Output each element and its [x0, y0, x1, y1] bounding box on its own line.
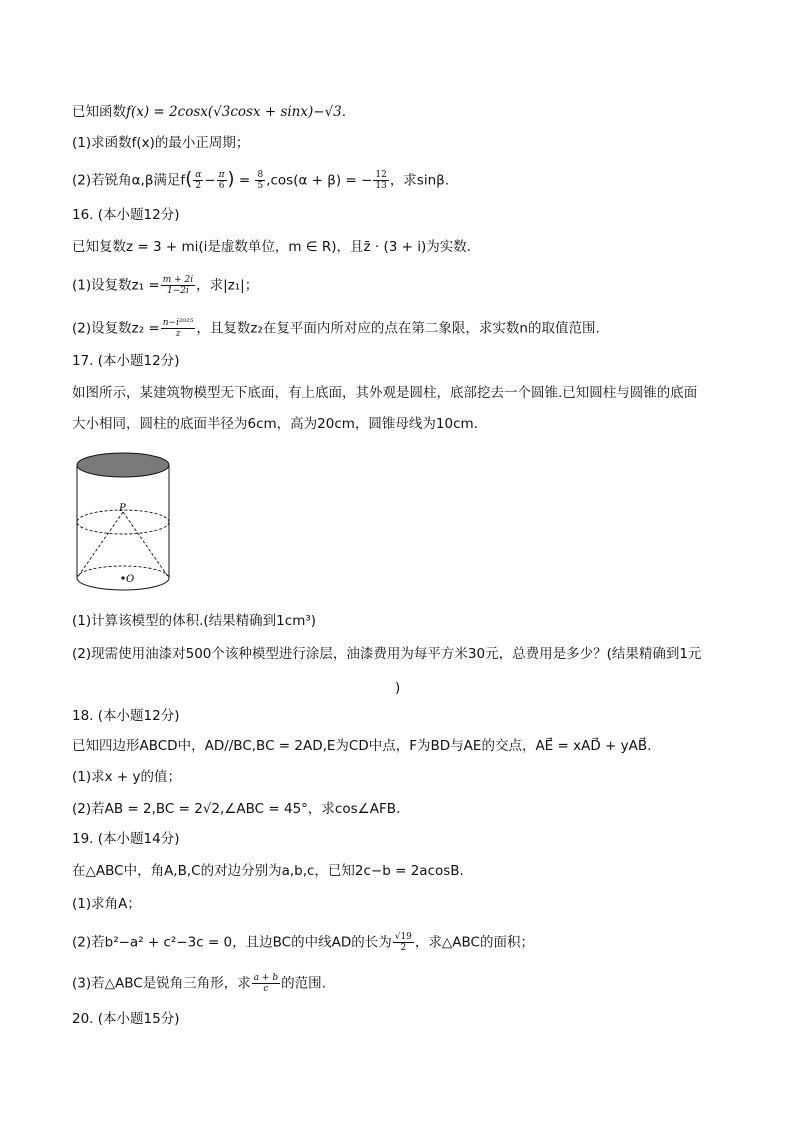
p16-part2	[72, 318, 600, 339]
p15-part2-suffix: ，求sinβ.	[389, 172, 450, 189]
label-o: O	[126, 574, 135, 585]
cone-right-generatrix	[123, 512, 169, 578]
p17-heading: 17. (本小题12分)	[72, 353, 180, 369]
p19-part1: (1)求角A；	[72, 896, 141, 912]
p19-part3-prefix: (3)若△ABC是锐角三角形，求	[72, 975, 251, 992]
p15-intro: 已知函数f(x) = 2cosx(√3cosx + sinx)−√3.	[72, 104, 347, 120]
label-p: P	[119, 503, 126, 514]
bottom-back-arc	[77, 566, 169, 578]
bottom-front-arc	[77, 578, 169, 590]
p15-frac-value: $\frac{8}{5}$	[257, 170, 264, 191]
p16-part2-suffix: ，且复数z₂在复平面内所对应的点在第二象限，求实数n的取值范围.	[196, 320, 600, 337]
p16-frac-z2: $\frac{\text{n−i²⁰²⁵}}{z}$	[162, 318, 194, 339]
p16-part2-prefix: (2)设复数z₂ =	[72, 320, 160, 337]
p19-part3-suffix: 的范围.	[281, 975, 326, 992]
p15-intro-prefix: 已知函数	[72, 104, 126, 120]
p15-frac-pi: $\frac{\pi}{6}$	[218, 170, 225, 191]
p19-heading: 19. (本小题14分)	[72, 831, 180, 847]
point-o	[121, 576, 124, 579]
p15-part2-cos: ,cos(α + β) = −	[266, 172, 373, 189]
p18-part1: (1)求x + y的值；	[72, 769, 181, 785]
p16-part1-suffix: ，求|z₁|；	[196, 277, 259, 294]
p19-frac-ad: $\frac{√19}{2}$	[394, 932, 412, 953]
p18-intro: 已知四边形ABCD中，AD//BC,BC = 2AD,E为CD中点，F为BD与AE的交点，AE⃗ = xAD⃗ + yAB⃗.	[72, 738, 652, 754]
p17-part2-cont: )	[395, 680, 401, 696]
p15-part1: (1)求函数f(x)的最小正周期；	[72, 135, 250, 151]
p19-part2-suffix: ，求△ABC的面积；	[414, 934, 534, 951]
p15-frac-cos: $\frac{12}{13}$	[375, 170, 387, 191]
cone-left-generatrix	[77, 512, 123, 578]
p18-heading: 18. (本小题12分)	[72, 708, 180, 724]
p20-heading: 20. (本小题15分)	[72, 1011, 180, 1027]
p18-part2: (2)若AB = 2,BC = 2√2,∠ABC = 45°，求cos∠AFB.	[72, 801, 401, 817]
p19-frac-ratio: $\frac{a + b}{c}$	[253, 973, 279, 994]
p15-part2-prefix: (2)若锐角α,β满足f	[72, 172, 186, 189]
p16-frac-z1: $\frac{m + 2i}{1-2i}$	[162, 275, 194, 296]
p16-part1-prefix: (1)设复数z₁ =	[72, 277, 160, 294]
cylinder-top-face	[77, 453, 169, 477]
p17-intro-line2: 大小相同，圆柱的底面半径为6cm，高为20cm，圆锥母线为10cm.	[72, 416, 478, 432]
p15-func-def: f(x) = 2cosx(√3cosx + sinx)−√3	[126, 104, 342, 120]
p16-intro: 已知复数z = 3 + mi(i是虚数单位，m ∈ R)，且z̄ · (3 + i)为实数.	[72, 239, 472, 255]
p17-intro-line1: 如图所示，某建筑物模型无下底面，有上底面，其外观是圆柱，底部挖去一个圆锥.已知圆柱与圆锥的底面	[72, 385, 698, 401]
p16-heading: 16. (本小题12分)	[72, 207, 180, 223]
p17-part2: (2)现需使用油漆对500个该种模型进行涂层，油漆费用为每平方米30元，总费用是多少？(结果精确到1元	[72, 646, 702, 662]
p17-part1: (1)计算该模型的体积.(结果精确到1cm³)	[72, 613, 317, 629]
p16-part1	[72, 275, 258, 296]
p15-frac-alpha: $\frac{\alpha}{2}$	[195, 170, 202, 191]
p15-part2: (2)若锐角α,β满足f( $\frac{\alpha}{2}$ − $\frac{\pi}{6}$ ) = $\frac{8}{5}$ ,cos(α + β) = − $\frac{12}{13}$ ，求sinβ.	[72, 168, 450, 191]
p19-part2-prefix: (2)若b²−a² + c²−3c = 0，且边BC的中线AD的长为	[72, 934, 392, 951]
cylinder-cone-figure	[72, 450, 174, 595]
p19-part3	[72, 973, 326, 994]
p19-intro: 在△ABC中，角A,B,C的对边分别为a,b,c，已知2c−b = 2acosB.	[72, 863, 464, 879]
p19-part2	[72, 932, 534, 953]
